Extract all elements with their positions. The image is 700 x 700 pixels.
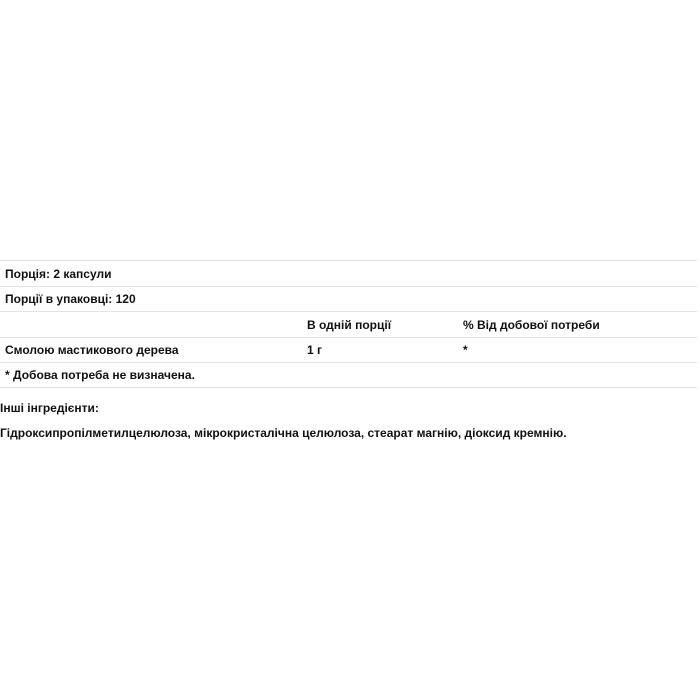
other-ingredients-text: Гідроксипропілметилцелюлоза, мікрокристалічна целюлоза, стеарат магнію, діоксид кремнію. <box>0 426 567 440</box>
serving-size-text: Порція: 2 капсули <box>5 266 112 281</box>
table-header-row <box>0 311 697 337</box>
serving-size-row <box>0 260 697 286</box>
ingredient-name: Смолою мастикового дерева <box>5 343 179 357</box>
ingredient-daily-value: * <box>463 343 468 357</box>
other-ingredients-title: Інші інгредієнти: <box>0 401 99 415</box>
servings-per-container-row <box>0 286 697 311</box>
table-row <box>0 337 697 362</box>
amount-per-serving-header: В одній порції <box>307 317 392 332</box>
ingredient-amount: 1 г <box>307 343 323 357</box>
footnote-text: * Добова потреба не визначена. <box>5 368 195 382</box>
servings-per-container-text: Порції в упаковці: 120 <box>5 292 136 306</box>
footnote-row <box>0 362 697 388</box>
supplement-facts-table <box>0 260 697 388</box>
daily-value-header: % Від добової потреби <box>463 317 600 332</box>
